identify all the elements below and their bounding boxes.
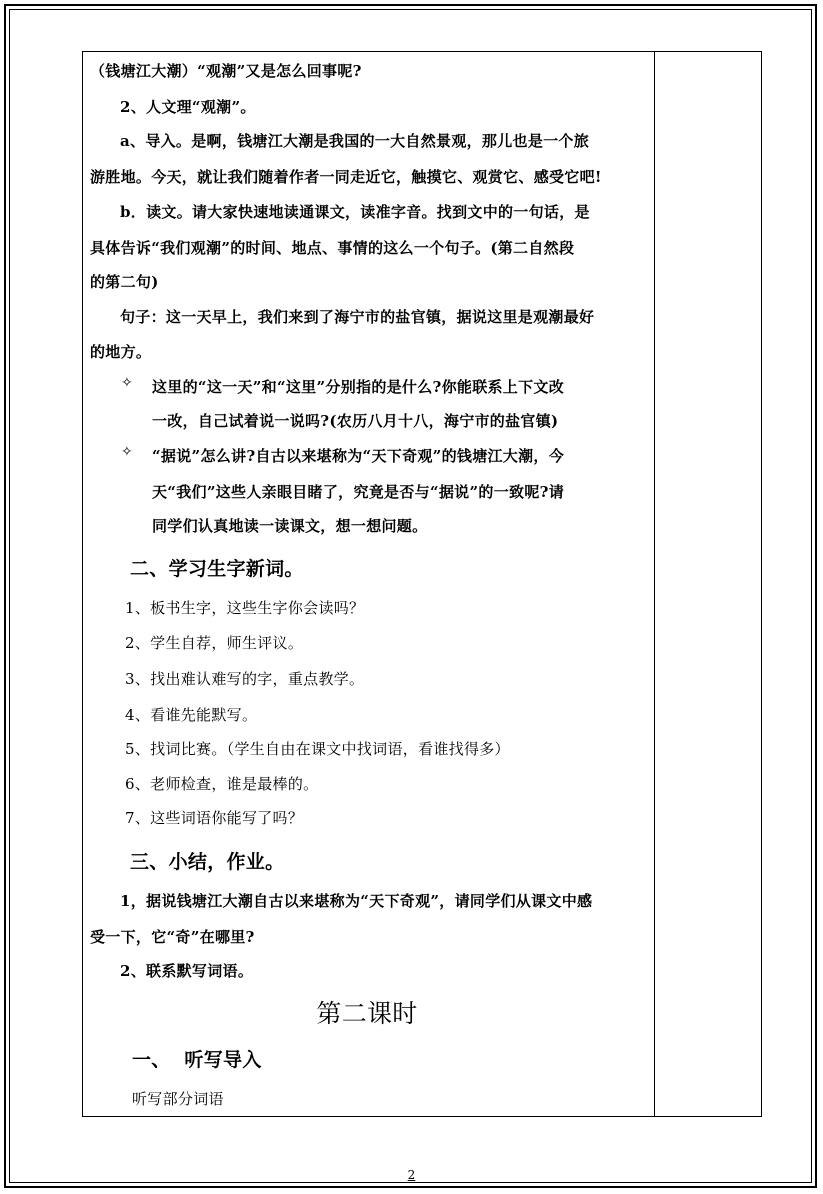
bullet-text: 这里的“这一天”和“这里”分别指的是什么?你能联系上下文改 [152,378,565,396]
lesson-title: 第二课时 [316,999,418,1028]
list-item: 4、看谁先能默写。 [125,706,258,724]
text-line: 句子：这一天早上，我们来到了海宁市的盐官镇，据说这里是观潮最好 [120,308,595,326]
text-line: 具体告诉“我们观潮”的时间、地点、事情的这么一个句子。(第二自然段 [90,239,575,257]
bullet-text: 天“我们”这些人亲眼目睹了，究竟是否与“据说”的一致呢?请 [152,483,565,501]
list-item: 1、板书生字，这些生字你会读吗？ [125,599,365,617]
bullet-text: “据说”怎么讲?自古以来堪称为“天下奇观”的钱塘江大潮，今 [152,447,565,465]
text-line: 的第二句) [90,273,159,291]
list-item: 5、找词比赛。（学生自由在课文中找词语，看谁找得多） [125,740,510,758]
text-line: （钱塘江大潮）“观潮”又是怎么回事呢? [90,62,362,80]
diamond-star-bullet-icon: ✧ [121,375,133,391]
text-line: 2、人文理“观潮”。 [120,98,256,116]
list-item: 7、这些词语你能写了吗？ [125,809,304,827]
diamond-star-bullet-icon: ✧ [121,444,133,460]
text-line: 1，据说钱塘江大潮自古以来堪称为“天下奇观”，请同学们从课文中感 [120,892,593,910]
bullet-text: 一改，自己试着说一说吗?(农历八月十八，海宁市的盐官镇) [152,412,559,430]
text-line: b．读文。请大家快速地读通课文，读准字音。找到文中的一句话，是 [120,203,590,221]
text-line: 听写部分词语 [132,1090,224,1108]
section-heading: 三、小结，作业。 [130,851,285,873]
section-heading: 一、 听写导入 [132,1049,262,1071]
text-line: 的地方。 [90,343,152,361]
text-line: a、导入。是啊，钱塘江大潮是我国的一大自然景观，那儿也是一个旅 [120,132,590,150]
page-number: 2 [407,1168,416,1182]
text-line: 游胜地。今天，就让我们随着作者一同走近它，触摸它、观赏它、感受它吧! [90,168,602,186]
section-heading: 二、学习生字新词。 [130,558,304,580]
text-line: 受一下，它“奇”在哪里? [90,928,255,946]
text-line: 2、联系默写词语。 [120,962,254,980]
table-column-divider [654,51,655,1117]
list-item: 2、学生自荐，师生评议。 [125,634,304,652]
bullet-text: 同学们认真地读一读课文，想一想问题。 [152,517,428,535]
list-item: 6、老师检查，谁是最棒的。 [125,775,319,793]
list-item: 3、找出难认难写的字，重点教学。 [125,670,365,688]
